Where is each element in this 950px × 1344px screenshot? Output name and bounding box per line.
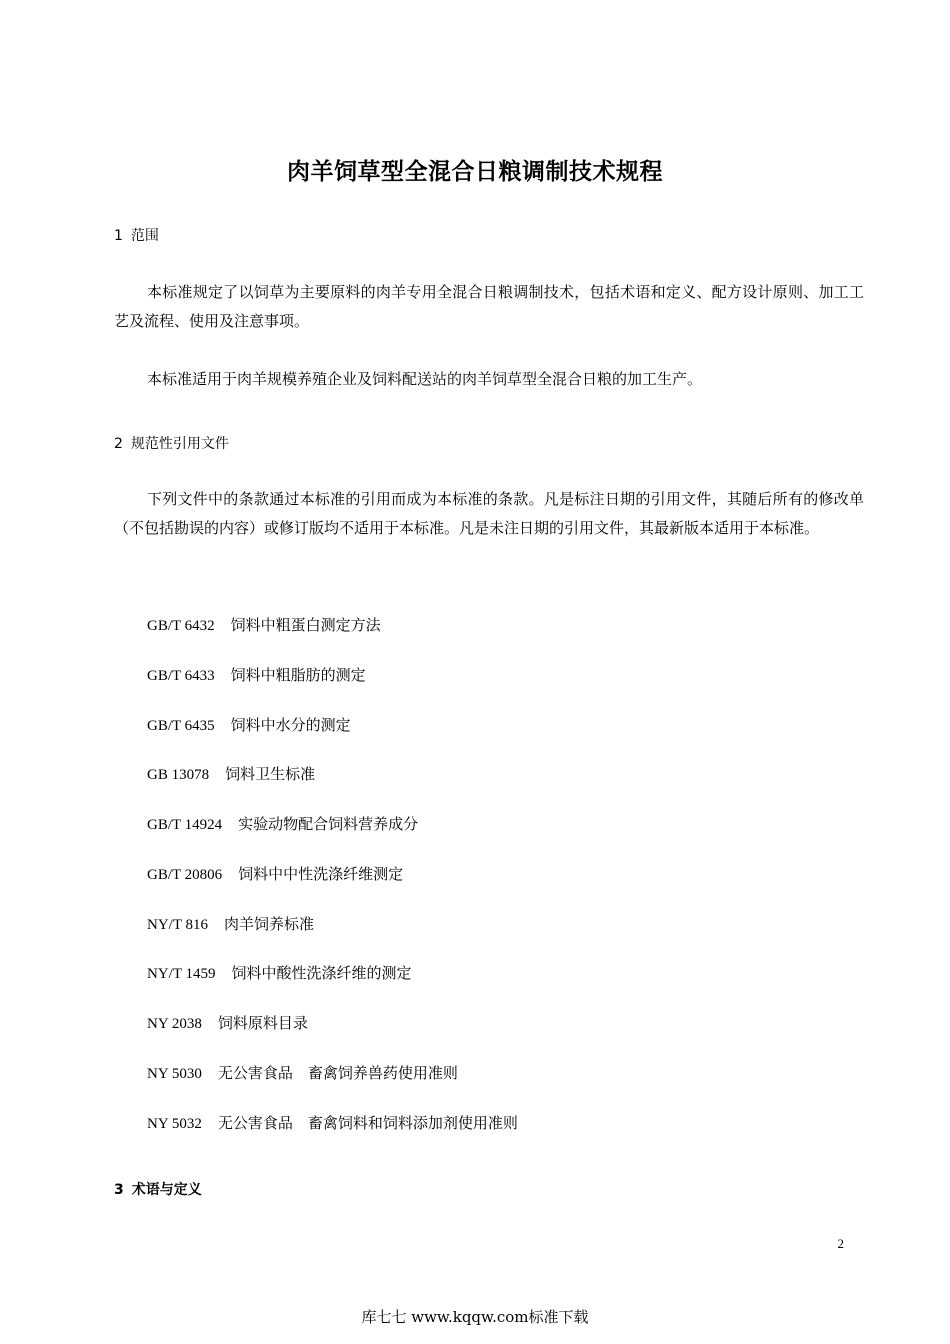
section-number: 2 xyxy=(114,436,123,452)
reference-item xyxy=(147,913,314,936)
reference-name: 饲料中酸性洗涤纤维的测定 xyxy=(231,964,412,982)
reference-item xyxy=(147,714,351,737)
section-heading-scope xyxy=(114,226,159,246)
reference-code: GB/T 6435 xyxy=(147,718,215,734)
reference-name: 肉羊饲养标准 xyxy=(223,915,314,933)
reference-item xyxy=(147,763,315,786)
reference-item xyxy=(147,614,381,637)
reference-code: GB/T 6432 xyxy=(147,618,215,634)
reference-code: GB 13078 xyxy=(147,767,210,783)
scope-paragraph-1: 本标准规定了以饲草为主要原料的肉羊专用全混合日粮调制技术，包括术语和定义、配方设计原则、加工工艺及流程、使用及注意事项。 xyxy=(114,283,864,330)
reference-item xyxy=(147,813,418,836)
reference-name: 饲料原料目录 xyxy=(217,1014,308,1032)
reference-code: NY 5030 xyxy=(147,1066,202,1082)
reference-name: 饲料中粗脂肪的测定 xyxy=(230,666,366,684)
section-heading-terms-definitions xyxy=(114,1180,202,1200)
reference-code: GB/T 6433 xyxy=(147,668,215,684)
page-number: 2 xyxy=(837,1236,844,1251)
section-number: 1 xyxy=(114,228,123,244)
reference-name: 无公害食品 畜禽饲养兽药使用准则 xyxy=(217,1064,458,1082)
reference-item xyxy=(147,1062,458,1085)
reference-code: GB/T 14924 xyxy=(147,817,223,833)
reference-item xyxy=(147,1012,308,1035)
reference-code: NY/T 1459 xyxy=(147,966,216,982)
reference-code: NY 2038 xyxy=(147,1016,202,1032)
document-title: 肉羊饲草型全混合日粮调制技术规程 xyxy=(287,159,663,185)
section-heading-normative-references xyxy=(114,434,229,454)
reference-name: 饲料中中性洗涤纤维测定 xyxy=(238,865,404,883)
reference-item xyxy=(147,863,403,886)
reference-item xyxy=(147,962,412,985)
normative-intro-paragraph: 下列文件中的条款通过本标准的引用而成为本标准的条款。凡是标注日期的引用文件，其随后所有的修改单（不包括勘误的内容）或修订版均不适用于本标准。凡是未注日期的引用文件，其最新版本适用于本标准。 xyxy=(114,490,864,537)
reference-name: 饲料卫生标准 xyxy=(225,765,316,783)
reference-code: NY/T 816 xyxy=(147,917,208,933)
section-number: 3 xyxy=(114,1182,124,1198)
reference-code: GB/T 20806 xyxy=(147,867,223,883)
reference-name: 饲料中粗蛋白测定方法 xyxy=(230,616,381,634)
scope-paragraph-2: 本标准适用于肉羊规模养殖企业及饲料配送站的肉羊饲草型全混合日粮的加工生产。 xyxy=(147,370,703,388)
reference-name: 实验动物配合饲料营养成分 xyxy=(238,815,419,833)
section-title: 术语与定义 xyxy=(131,1182,202,1198)
reference-item xyxy=(147,664,366,687)
footer-watermark-text: 库七七 www.kqqw.com标准下载 xyxy=(361,1308,589,1326)
section-title: 规范性引用文件 xyxy=(130,436,229,452)
reference-name: 无公害食品 畜禽饲料和饲料添加剂使用准则 xyxy=(217,1114,518,1132)
reference-code: NY 5032 xyxy=(147,1116,202,1132)
section-title: 范围 xyxy=(130,228,159,244)
reference-name: 饲料中水分的测定 xyxy=(230,716,351,734)
reference-item xyxy=(147,1112,518,1135)
